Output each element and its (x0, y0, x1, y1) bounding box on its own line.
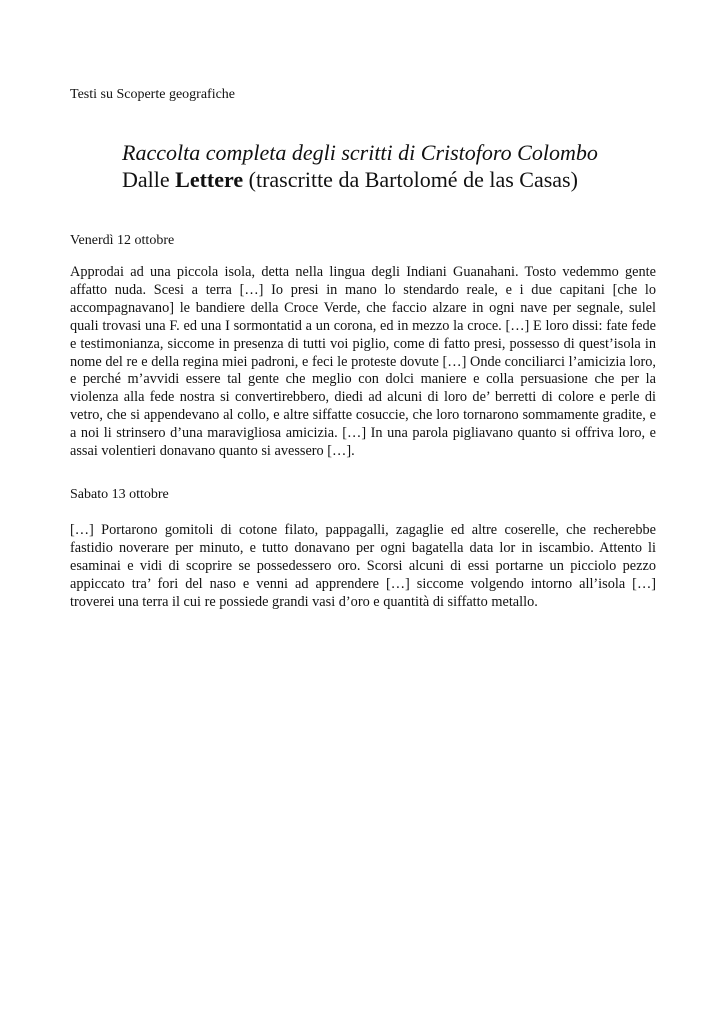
entry-date-1: Venerdì 12 ottobre (70, 233, 175, 248)
title-line-1: Raccolta completa degli scritti di Cristoforo Colombo (122, 140, 598, 165)
entry-date-2: Sabato 13 ottobre (70, 487, 169, 502)
running-header: Testi su Scoperte geografiche (70, 87, 236, 102)
title-strong: Lettere (175, 167, 244, 192)
document-title (122, 139, 656, 193)
title-prefix: Dalle (122, 167, 176, 192)
entry-text-1: Approdai ad una piccola isola, detta nella lingua degli Indiani Guanahani. Tosto vedemmo gente affatto nuda. Scesi a terra […] Io presi in mano lo stendardo reale, e i due capitani [che lo accompagnavano] le bandiere della Croce Verde, che faccio alzare in ogni nave per segnale, sulel quali trovasi una F. ed una I sormontatid a un corona, ed in mezzo la croce. […] E loro dissi: fate fede e testimonianza, siccome in presenza di tutti voi piglio, come di fatto presi, possesso di quest’isola in nome del re e della regina miei padroni, e feci le proteste dovute […] Onde conciliarci l’amicizia loro, e perché m’avvidi essere tal gente che meglio con dolci maniere e colla persuasione che per la violenza alla fede nostra si convertirebbero, diedi ad alcuni di loro de’ berretti di colore e perle di vetro, che si appendevano al collo, e altre siffatte cosuccie, che loro tornarono sommamente gradite, e a noi li strinsero d’una maravigliosa amicizia. […] In una parola pigliavano quanto si offriva loro, e assai volentieri donavano quanto si avessero […]. (70, 264, 656, 460)
entry-text-2: […] Portarono gomitoli di cotone filato, pappagalli, zagaglie ed altre coserelle, che recherebbe fastidio noverare per minuto, e tutto donavano per ogni bagatella data lor in iscambio. Attento li esaminai e vidi di scoprire se possedessero oro. Scorsi alcuni di essi portarne un picciolo pezzo appiccato tra’ fori del naso e venni ad apprendere […] siccome volgendo intorno all’isola […] troverei una terra il cui re possiede grandi vasi d’oro e quantità di siffatto metallo. (70, 522, 656, 610)
title-line-2 (122, 166, 656, 193)
title-suffix: (trascritte da Bartolomé de las Casas) (243, 167, 578, 192)
